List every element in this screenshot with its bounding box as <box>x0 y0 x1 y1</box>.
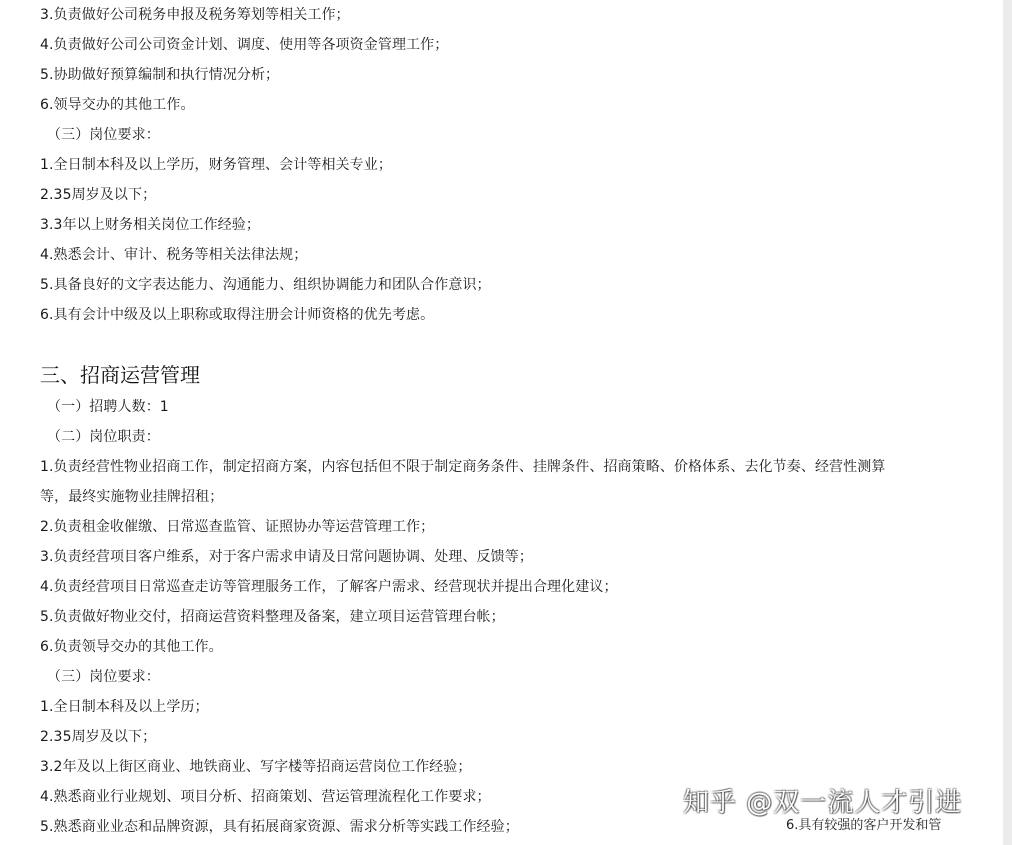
text-line: 3.2年及以上街区商业、地铁商业、写字楼等招商运营岗位工作经验； <box>40 759 472 775</box>
text-line: 5.具备良好的文字表达能力、沟通能力、组织协调能力和团队合作意识； <box>40 277 491 293</box>
subheading-line: （一）招聘人数：1 <box>47 399 169 415</box>
text-line: 5.协助做好预算编制和执行情况分析； <box>40 67 280 83</box>
section-heading: 三、招商运营管理 <box>40 363 200 387</box>
subheading-line: （三）岗位要求： <box>47 669 160 685</box>
text-line: 5.熟悉商业业态和品牌资源，具有拓展商家资源、需求分析等实践工作经验； <box>40 819 519 835</box>
text-line: 4.负责做好公司公司资金计划、调度、使用等各项资金管理工作； <box>40 37 449 53</box>
text-line: 4.负责经营项目日常巡查走访等管理服务工作，了解客户需求、经营现状并提出合理化建议； <box>40 579 618 595</box>
text-line: 6.领导交办的其他工作。 <box>40 97 195 113</box>
cutoff-text-line: 6.具有较强的客户开发和管 <box>786 818 942 833</box>
text-line: 4.熟悉会计、审计、税务等相关法律法规； <box>40 247 308 263</box>
text-line: 2.负责租金收催缴、日常巡查监管、证照协办等运营管理工作； <box>40 519 435 535</box>
text-line: 1.全日制本科及以上学历； <box>40 699 209 715</box>
subheading-line: （三）岗位要求： <box>47 127 160 143</box>
text-line: 4.熟悉商业行业规划、项目分析、招商策划、营运管理流程化工作要求； <box>40 789 491 805</box>
text-line: 3.3年以上财务相关岗位工作经验； <box>40 217 260 233</box>
text-line: 1.全日制本科及以上学历，财务管理、会计等相关专业； <box>40 157 392 173</box>
text-line: 3.负责经营项目客户维系，对于客户需求申请及日常问题协调、处理、反馈等； <box>40 549 533 565</box>
text-line: 等，最终实施物业挂牌招租； <box>40 489 224 505</box>
subheading-line: （二）岗位职责： <box>47 429 160 445</box>
text-line: 1.负责经营性物业招商工作，制定招商方案，内容包括但不限于制定商务条件、挂牌条件、招商策略、价格体系、去化节奏、经营性测算 <box>40 459 886 475</box>
text-line: 6.负责领导交办的其他工作。 <box>40 639 223 655</box>
text-line: 6.具有会计中级及以上职称或取得注册会计师资格的优先考虑。 <box>40 307 435 323</box>
text-line: 2.35周岁及以下； <box>40 729 157 745</box>
text-line: 3.负责做好公司税务申报及税务筹划等相关工作； <box>40 7 350 23</box>
watermark: 知乎 @双一流人才引进 <box>683 788 963 818</box>
text-line: 2.35周岁及以下； <box>40 187 157 203</box>
text-line: 5.负责做好物业交付，招商运营资料整理及备案，建立项目运营管理台帐； <box>40 609 505 625</box>
